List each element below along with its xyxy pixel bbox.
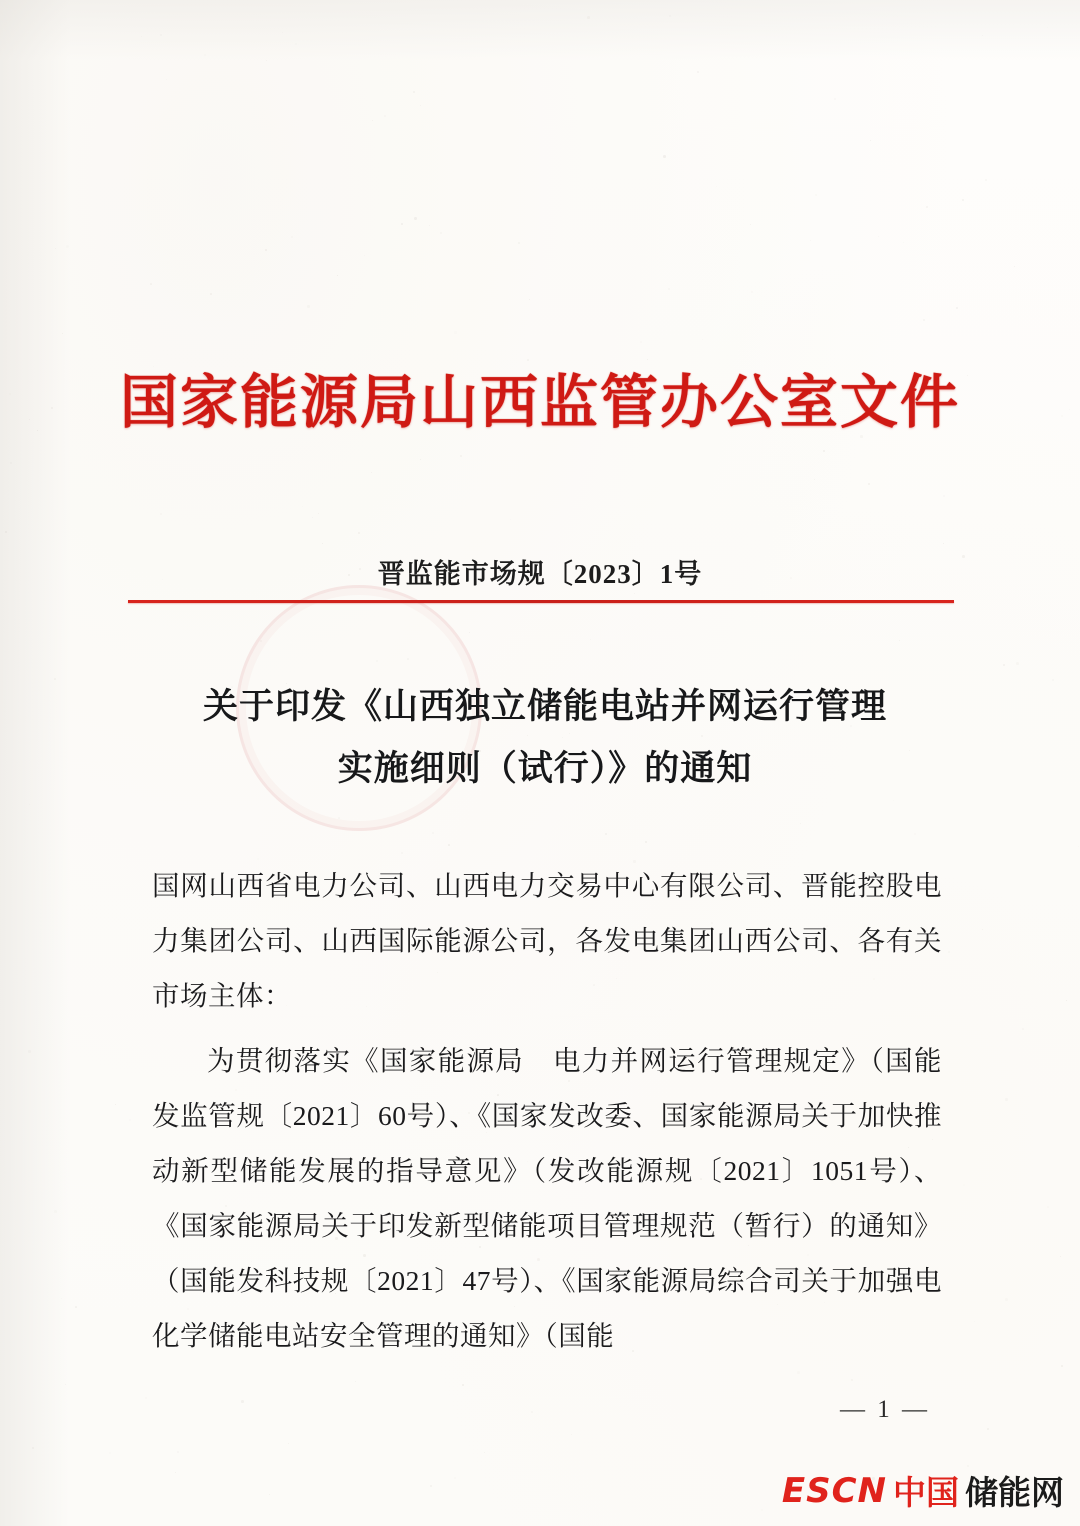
red-divider-rule — [128, 600, 954, 603]
site-watermark — [782, 1467, 1064, 1514]
scan-edge-shading-top — [0, 0, 1080, 60]
addressee-paragraph: 国网山西省电力公司、山西电力交易中心有限公司、晋能控股电力集团公司、山西国际能源公司，各发电集团山西公司、各有关市场主体： — [152, 870, 942, 1011]
document-subject — [150, 676, 940, 800]
page-number: — 1 — — [840, 1396, 930, 1423]
subject-line-1: 关于印发《山西独立储能电站并网运行管理 — [202, 687, 887, 726]
document-number: 晋监能市场规〔2023〕1号 — [377, 559, 703, 589]
body-paragraph-1: 为贯彻落实《国家能源局 电力并网运行管理规定》（国能发监管规〔2021〕60号）、《国家发改委、国家能源局关于加快推动新型储能发展的指导意见》（发改能源规〔2021〕1051号）、《国家能源局关于印发新型储能项目管理规范（暂行）的通知》（国能发科技规〔2021〕47号）、《国家能源局综合司关于加强电化学储能电站安全管理的通知》（国能 — [152, 1045, 942, 1351]
scan-edge-shading-left — [0, 0, 70, 1526]
watermark-cn-dark-text: 储能网 — [965, 1473, 1064, 1512]
subject-line-2: 实施细则（试行）》的通知 — [337, 749, 753, 788]
watermark-latin-text: ESCN — [781, 1470, 887, 1511]
document-body — [152, 858, 942, 1373]
document-header-title: 国家能源局山西监管办公室文件 — [119, 368, 960, 436]
watermark-cn-red-text: 中国 — [893, 1473, 959, 1512]
